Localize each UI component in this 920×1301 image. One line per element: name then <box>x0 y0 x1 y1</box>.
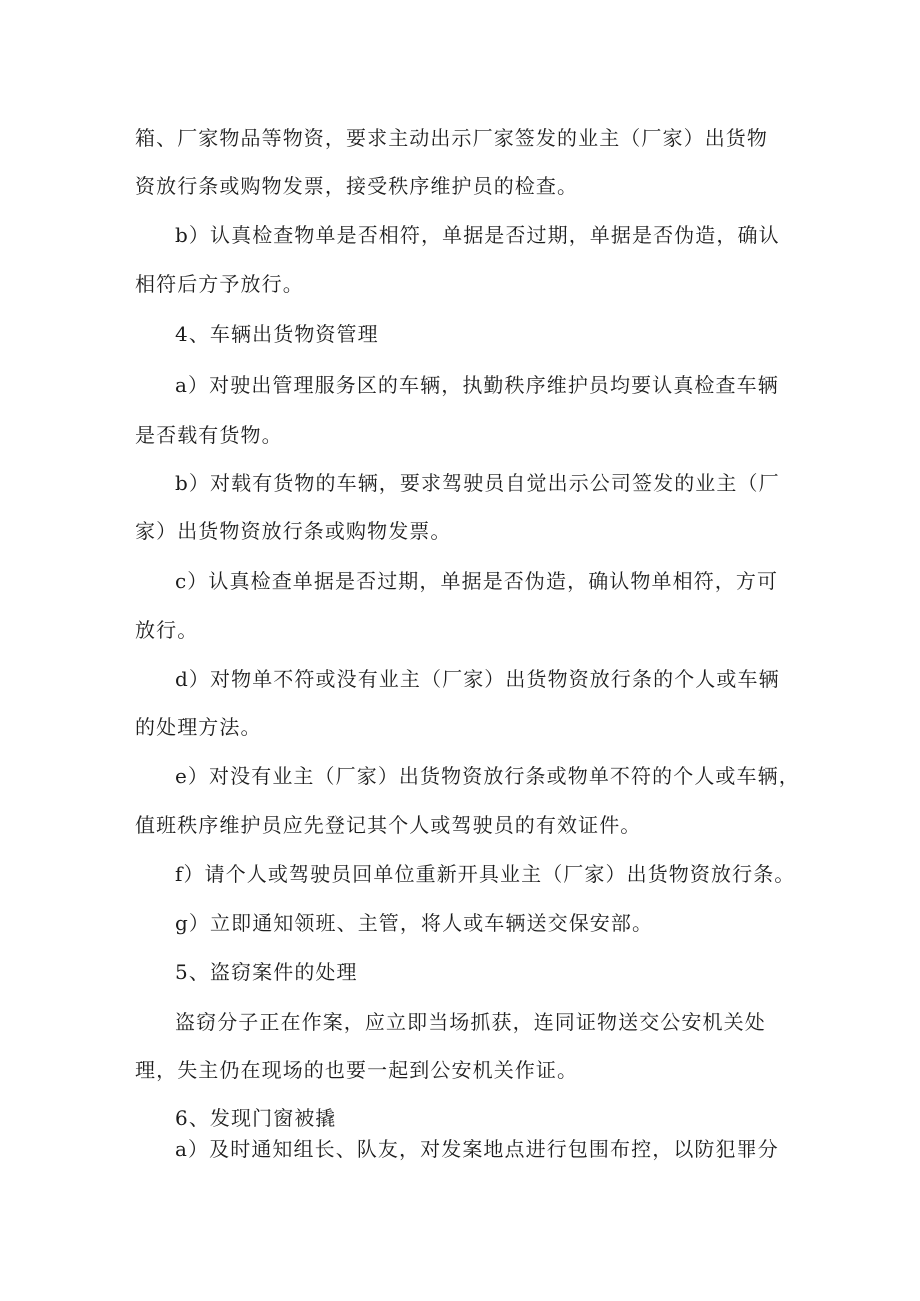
text-line-10: c）认真检查单据是否过期，单据是否伪造，确认物单相符，方可 <box>175 569 779 593</box>
text-line-5: 4、车辆出货物资管理 <box>175 322 379 346</box>
text-line-18: 5、盗窃案件的处理 <box>175 960 358 984</box>
text-line-3: b）认真检查物单是否相符，单据是否过期，单据是否伪造，确认 <box>175 223 780 247</box>
text-line-6: a）对驶出管理服务区的车辆，执勤秩序维护员均要认真检查车辆 <box>175 373 779 397</box>
text-line-1: 箱、厂家物品等物资，要求主动出示厂家签发的业主（厂家）出货物 <box>135 126 768 150</box>
text-line-16: f）请个人或驾驶员回单位重新开具业主（厂家）出货物资放行条。 <box>175 862 796 886</box>
text-line-19: 盗窃分子正在作案，应立即当场抓获，连同证物送交公安机关处 <box>175 1010 766 1034</box>
text-line-22: a）及时通知组长、队友，对发案地点进行包围布控，以防犯罪分 <box>175 1137 779 1161</box>
text-line-8: b）对载有货物的车辆，要求驾驶员自觉出示公司签发的业主（厂 <box>175 471 780 495</box>
text-line-13: 的处理方法。 <box>135 715 262 739</box>
text-line-17: g）立即通知领班、主管，将人或车辆送交保安部。 <box>175 911 654 935</box>
text-line-20: 理，失主仍在现场的也要一起到公安机关作证。 <box>135 1058 579 1082</box>
text-line-2: 资放行条或购物发票，接受秩序维护员的检查。 <box>135 174 579 198</box>
text-line-9: 家）出货物资放行条或购物发票。 <box>135 519 452 543</box>
text-line-21: 6、发现门窗被撬 <box>175 1106 337 1130</box>
text-line-12: d）对物单不符或没有业主（厂家）出货物资放行条的个人或车辆 <box>175 667 780 691</box>
text-line-14: e）对没有业主（厂家）出货物资放行条或物单不符的个人或车辆， <box>175 764 800 788</box>
text-line-15: 值班秩序维护员应先登记其个人或驾驶员的有效证件。 <box>135 813 642 837</box>
text-line-7: 是否载有货物。 <box>135 423 283 447</box>
text-line-11: 放行。 <box>135 618 199 642</box>
text-line-4: 相符后方予放行。 <box>135 272 304 296</box>
